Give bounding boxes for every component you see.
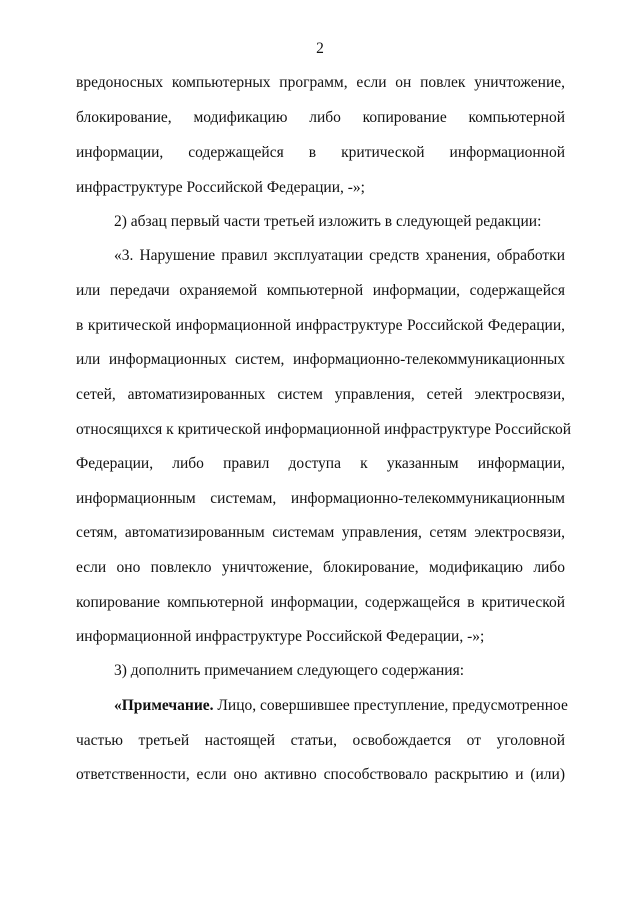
text-line: блокирование, модификацию либо копирование компьютерной [76,109,565,126]
text-line: если оно повлекло уничтожение, блокирование, модификацию либо [76,559,565,576]
text-line: вредоносных компьютерных программ, если он повлек уничтожение, [76,74,565,91]
text-line: информации, содержащейся в критической информационной [76,144,565,161]
text-line: «3. Нарушение правил эксплуатации средств хранения, обработки [114,247,565,264]
text-line: частью третьей настоящей статьи, освобождается от уголовной [76,732,565,749]
text-line: информационным системам, информационно-телекоммуникационным [76,490,565,507]
text-line: Федерации, либо правил доступа к указанным информации, [76,455,565,472]
note-line [114,695,568,717]
text-line: относящихся к критической информационной инфраструктуре Российской [76,421,572,438]
text-line: или передачи охраняемой компьютерной информации, содержащейся [76,282,565,299]
note-label: «Примечание. [114,697,214,714]
text-line: информационной инфраструктуре Российской Федерации, -»; [76,628,485,645]
text-line: в критической информационной инфраструктуре Российской Федерации, [76,317,565,334]
page-number: 2 [316,40,324,57]
text-line: или информационных систем, информационно-телекоммуникационных [76,351,565,368]
list-item-2: 2) абзац первый части третьей изложить в следующей редакции: [114,213,542,230]
text-line: ответственности, если оно активно способствовало раскрытию и (или) [76,766,565,783]
list-item-3: 3) дополнить примечанием следующего содержания: [114,662,465,679]
text-line: копирование компьютерной информации, содержащейся в критической [76,594,565,611]
text-line: сетям, автоматизированным системам управления, сетям электросвязи, [76,524,565,541]
text-line: инфраструктуре Российской Федерации, -»; [76,179,365,196]
text-line: сетей, автоматизированных систем управления, сетей электросвязи, [76,386,565,403]
note-text: Лицо, совершившее преступление, предусмотренное [217,697,568,714]
